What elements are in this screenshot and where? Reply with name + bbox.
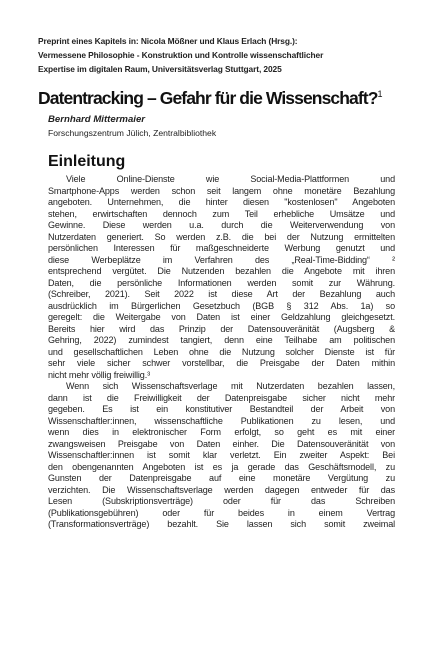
text-line: und gesellschaftlichen Leben ohne die Nutzung solcher Dienste ist für: [48, 346, 395, 357]
text-line: Lesen (Subskriptionsverträge) oder für das Schreiben: [48, 496, 395, 506]
text-line: gegeben. Es ist ein konstitutiver Bestandteil der Arbeit von: [48, 404, 395, 414]
text-line: geregelt: die Weitergabe von Daten ist einer Geldzahlung gleichgesetzt.: [48, 312, 395, 322]
text-line: Smartphone-Apps werden schon seit langem ohne monetäre Bezahlung: [48, 185, 395, 196]
text-line: Daten, die persönliche Informationen werden somit zur Währung.: [48, 277, 395, 288]
text-line: (Schreiber, 2021). Seit 2022 ist diese Art der Bezahlung auch: [48, 289, 395, 299]
text-line: stehen, erwirtschaften dennoch zum Teil erhebliche Umsätze und: [48, 208, 395, 219]
author-name: Bernhard Mittermaier: [48, 114, 146, 125]
text-line: persönlichen Interessen für maßgeschneiderte Werbung genutzt und: [48, 243, 395, 253]
text-line: angeboten. Unternehmen, die hinter diesen "kostenlosen" Angeboten: [48, 197, 395, 207]
text-line: Wissenschaftler:innen, wissenschaftliche Publikationen zu lesen, und: [48, 415, 395, 426]
text-line: Gunsten der Datenpreisgabe auf eine monetäre Vergütung zu: [48, 473, 395, 483]
text-line: entsprechend vergütet. Die Nutzenden bezahlen die Angebote mit ihren: [48, 266, 395, 276]
preprint-notice: [38, 34, 418, 76]
author-affiliation: Forschungszentrum Jülich, Zentralbibliothek: [48, 128, 217, 138]
text-line: sehr viele sicher schwer vorstellbar, die Preisgabe der Daten mithin: [48, 358, 395, 368]
text-line: Bereits hier wird das Prinzip der Datensouveränität (Augsberg &: [48, 323, 395, 334]
section-heading: Einleitung: [48, 153, 126, 170]
text-line: zwangsweisen Preisgabe von Daten einher. Die Datensouveränität von: [48, 438, 395, 449]
text-line: (Publikationsgebühren) oder für beides in einem Vertrag: [48, 507, 395, 518]
text-line: Viele Online-Dienste wie Social-Media-Plattformen und: [66, 174, 395, 184]
text-line: diese Werbeplätze im Verfahren des „Real-Time-Bidding“ ²: [48, 254, 395, 265]
article-title: [38, 88, 418, 109]
preprint-line: Preprint eines Kapitels in: Nicola Mößner und Klaus Erlach (Hrsg.):: [38, 36, 298, 46]
text-line: Wissenschaftler:innen ist somit klar verletzt. Ein zweiter Aspekt: Bei: [48, 450, 395, 460]
text-line: Nutzerdaten generiert. So werden z.B. die bei der Nutzung ermittelten: [48, 231, 395, 242]
text-line: den obengenannten Angeboten ist es ja gerade das Geschäftsmodell, zu: [48, 461, 395, 472]
text-line: ausdrücklich im Bürgerlichen Gesetzbuch (BGB § 312 Abs. 1a) so: [48, 300, 395, 311]
text-line: Wenn sich Wissenschaftsverlage mit Nutzerdaten bezahlen lassen,: [66, 381, 395, 391]
preprint-line: Vermessene Philosophie - Konstruktion und Kontrolle wissenschaftlicher: [38, 50, 324, 60]
article-title-text: Datentracking – Gefahr für die Wissenschaft?: [38, 88, 378, 108]
text-line: Gehring, 2022) zumindest tangiert, denn eine Teilhabe am politischen: [48, 335, 395, 345]
preprint-line: Expertise im digitalen Raum, Universitätsverlag Stuttgart, 2025: [38, 64, 282, 74]
text-line: (Transformationsverträge) bezahlt. Sie lassen sich somit zweimal: [48, 519, 395, 529]
text-line: Gewinne. Diese werden u.a. durch die Weiterverwendung von: [48, 220, 395, 230]
body-text: [48, 174, 395, 531]
title-footnote-mark[interactable]: 1: [377, 89, 383, 100]
text-line: dann ist die Freiwilligkeit der Datenpreisgabe sicher nicht mehr: [48, 392, 395, 403]
text-line: verzichten. Die Wissenschaftsverlage werden dagegen entweder für das: [48, 484, 395, 495]
text-line: wenn dies in elektronischer Form erfolgt, so geht es mit einer: [48, 427, 395, 437]
text-line: nicht mehr völlig freiwillig.³: [48, 369, 150, 380]
